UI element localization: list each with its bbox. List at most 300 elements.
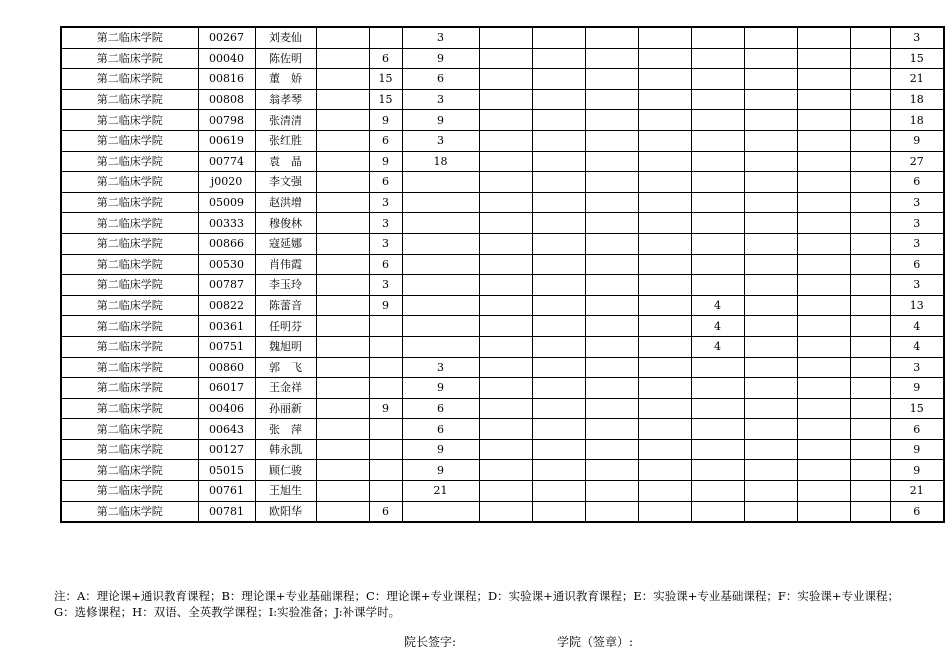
table-cell xyxy=(744,89,797,110)
table-cell xyxy=(532,336,585,357)
table-cell xyxy=(585,89,638,110)
table-cell: 第二临床学院 xyxy=(61,254,198,275)
table-cell: 9 xyxy=(402,439,479,460)
table-cell: 00127 xyxy=(198,439,255,460)
table-cell xyxy=(744,233,797,254)
table-cell xyxy=(850,69,890,90)
table-cell xyxy=(316,151,369,172)
table-cell xyxy=(744,172,797,193)
table-cell: 05009 xyxy=(198,192,255,213)
table-cell: 00781 xyxy=(198,501,255,522)
table-cell xyxy=(638,233,691,254)
table-cell xyxy=(797,419,850,440)
table-cell xyxy=(850,192,890,213)
table-row xyxy=(61,172,944,193)
table-cell xyxy=(479,172,532,193)
table-cell: 21 xyxy=(402,481,479,502)
table-cell xyxy=(585,501,638,522)
table-cell xyxy=(744,481,797,502)
table-cell xyxy=(797,254,850,275)
table-cell xyxy=(691,69,744,90)
table-cell xyxy=(691,378,744,399)
table-cell: 第二临床学院 xyxy=(61,151,198,172)
table-cell: 00822 xyxy=(198,295,255,316)
table-cell xyxy=(479,213,532,234)
table-cell xyxy=(850,398,890,419)
table-cell: 3 xyxy=(890,233,944,254)
table-cell xyxy=(691,419,744,440)
table-cell xyxy=(585,48,638,69)
table-cell: 3 xyxy=(369,213,402,234)
table-cell xyxy=(691,48,744,69)
table-cell xyxy=(691,233,744,254)
table-row xyxy=(61,316,944,337)
table-cell: 00406 xyxy=(198,398,255,419)
table-cell: 3 xyxy=(369,233,402,254)
table-cell xyxy=(691,439,744,460)
table-cell: 9 xyxy=(369,110,402,131)
table-cell xyxy=(316,439,369,460)
table-cell xyxy=(316,275,369,296)
table-cell xyxy=(532,275,585,296)
table-cell: 顾仁骏 xyxy=(255,460,316,481)
table-cell xyxy=(638,192,691,213)
table-cell: 6 xyxy=(890,501,944,522)
table-cell xyxy=(585,439,638,460)
table-cell xyxy=(691,130,744,151)
table-body xyxy=(61,27,944,522)
table-cell: 第二临床学院 xyxy=(61,27,198,48)
table-cell xyxy=(797,110,850,131)
table-cell xyxy=(797,275,850,296)
table-cell xyxy=(850,27,890,48)
table-cell: 05015 xyxy=(198,460,255,481)
table-cell xyxy=(797,151,850,172)
table-cell xyxy=(638,275,691,296)
table-cell: 3 xyxy=(890,192,944,213)
table-cell: 00333 xyxy=(198,213,255,234)
table-cell xyxy=(744,501,797,522)
table-cell xyxy=(402,295,479,316)
table-cell: 9 xyxy=(402,110,479,131)
table-cell xyxy=(479,233,532,254)
table-cell: 3 xyxy=(402,357,479,378)
table-cell xyxy=(585,275,638,296)
table-cell: 00860 xyxy=(198,357,255,378)
table-cell: 第二临床学院 xyxy=(61,378,198,399)
table-cell xyxy=(691,213,744,234)
table-cell xyxy=(744,419,797,440)
table-row xyxy=(61,254,944,275)
table-cell xyxy=(316,357,369,378)
table-cell xyxy=(585,254,638,275)
table-cell xyxy=(532,501,585,522)
table-cell xyxy=(638,151,691,172)
dean-signature-label: 院长签字: xyxy=(404,635,457,649)
table-cell xyxy=(532,69,585,90)
table-cell: 任明芬 xyxy=(255,316,316,337)
table-cell xyxy=(402,275,479,296)
table-cell: 00643 xyxy=(198,419,255,440)
table-cell xyxy=(691,481,744,502)
table-cell xyxy=(532,419,585,440)
table-cell: 9 xyxy=(369,151,402,172)
table-cell xyxy=(638,419,691,440)
table-cell: 第二临床学院 xyxy=(61,316,198,337)
table-cell: 王旭生 xyxy=(255,481,316,502)
table-cell xyxy=(638,48,691,69)
table-cell xyxy=(479,419,532,440)
table-cell xyxy=(744,316,797,337)
table-cell xyxy=(316,69,369,90)
table-cell xyxy=(850,357,890,378)
table-cell: 第二临床学院 xyxy=(61,110,198,131)
table-cell: 李玉玲 xyxy=(255,275,316,296)
table-cell xyxy=(479,501,532,522)
table-cell xyxy=(797,172,850,193)
table-cell xyxy=(797,357,850,378)
table-cell: 张红胜 xyxy=(255,130,316,151)
table-cell xyxy=(402,336,479,357)
table-cell xyxy=(691,398,744,419)
table-cell: j0020 xyxy=(198,172,255,193)
table-cell xyxy=(402,233,479,254)
table-cell xyxy=(316,130,369,151)
table-cell xyxy=(316,48,369,69)
table-row xyxy=(61,27,944,48)
table-cell xyxy=(638,398,691,419)
table-cell xyxy=(797,398,850,419)
table-cell xyxy=(585,130,638,151)
table-cell xyxy=(797,481,850,502)
table-cell xyxy=(369,378,402,399)
table-cell: 4 xyxy=(890,316,944,337)
table-cell xyxy=(691,192,744,213)
table-cell xyxy=(797,378,850,399)
table-cell xyxy=(744,213,797,234)
table-cell: 9 xyxy=(402,460,479,481)
table-cell: 4 xyxy=(691,316,744,337)
college-seal-label: 学院（签章）: xyxy=(557,635,634,649)
table-cell xyxy=(585,233,638,254)
table-row xyxy=(61,295,944,316)
table-cell xyxy=(585,336,638,357)
table-cell xyxy=(850,419,890,440)
table-cell: 魏旭明 xyxy=(255,336,316,357)
table-cell xyxy=(316,110,369,131)
table-cell: 21 xyxy=(890,69,944,90)
table-cell: 15 xyxy=(890,48,944,69)
table-cell: 6 xyxy=(402,398,479,419)
table-cell xyxy=(638,481,691,502)
table-cell xyxy=(316,336,369,357)
table-cell xyxy=(402,316,479,337)
table-cell xyxy=(850,336,890,357)
table-cell: 刘麦仙 xyxy=(255,27,316,48)
table-cell xyxy=(316,172,369,193)
table-cell xyxy=(479,110,532,131)
table-cell: 6 xyxy=(890,419,944,440)
table-cell: 韩永凯 xyxy=(255,439,316,460)
table-cell xyxy=(316,378,369,399)
table-cell xyxy=(850,295,890,316)
table-cell xyxy=(585,419,638,440)
table-cell xyxy=(585,295,638,316)
table-row xyxy=(61,357,944,378)
table-cell xyxy=(316,233,369,254)
table-cell xyxy=(369,460,402,481)
table-cell: 00619 xyxy=(198,130,255,151)
table-cell xyxy=(316,398,369,419)
table-cell: 袁 晶 xyxy=(255,151,316,172)
table-cell xyxy=(532,233,585,254)
table-cell: 00866 xyxy=(198,233,255,254)
table-cell: 第二临床学院 xyxy=(61,481,198,502)
table-cell: 00530 xyxy=(198,254,255,275)
table-cell xyxy=(850,130,890,151)
table-cell xyxy=(850,254,890,275)
table-cell: 6 xyxy=(402,69,479,90)
table-cell: 王金祥 xyxy=(255,378,316,399)
table-cell xyxy=(797,336,850,357)
table-cell xyxy=(479,316,532,337)
table-cell xyxy=(316,192,369,213)
table-cell xyxy=(638,501,691,522)
table-cell xyxy=(532,398,585,419)
table-cell xyxy=(402,192,479,213)
table-cell xyxy=(479,48,532,69)
table-cell xyxy=(850,172,890,193)
table-cell xyxy=(744,336,797,357)
table-cell: 3 xyxy=(890,275,944,296)
table-cell xyxy=(744,110,797,131)
table-cell xyxy=(744,275,797,296)
table-cell: 3 xyxy=(890,213,944,234)
table-cell xyxy=(691,110,744,131)
table-cell xyxy=(532,378,585,399)
table-cell xyxy=(744,460,797,481)
table-cell xyxy=(369,357,402,378)
table-cell: 00816 xyxy=(198,69,255,90)
table-cell xyxy=(532,192,585,213)
table-cell xyxy=(850,378,890,399)
table-cell xyxy=(316,27,369,48)
table-cell xyxy=(585,110,638,131)
table-cell: 18 xyxy=(402,151,479,172)
table-cell: 9 xyxy=(402,378,479,399)
table-row xyxy=(61,275,944,296)
table-row xyxy=(61,89,944,110)
table-cell xyxy=(532,27,585,48)
table-cell xyxy=(532,481,585,502)
table-cell xyxy=(797,192,850,213)
table-cell xyxy=(479,275,532,296)
table-cell: 00040 xyxy=(198,48,255,69)
table-cell xyxy=(691,172,744,193)
table-cell xyxy=(691,357,744,378)
table-cell xyxy=(744,295,797,316)
table-cell xyxy=(744,439,797,460)
table-cell xyxy=(585,378,638,399)
table-cell xyxy=(797,460,850,481)
table-cell xyxy=(744,151,797,172)
table-cell xyxy=(532,295,585,316)
table-cell: 6 xyxy=(369,254,402,275)
table-cell xyxy=(402,213,479,234)
table-cell: 第二临床学院 xyxy=(61,439,198,460)
table-row xyxy=(61,192,944,213)
table-cell xyxy=(850,501,890,522)
table-cell: 李文强 xyxy=(255,172,316,193)
table-cell xyxy=(479,439,532,460)
table-row xyxy=(61,110,944,131)
table-cell: 6 xyxy=(369,172,402,193)
table-cell xyxy=(850,460,890,481)
table-cell: 张 萍 xyxy=(255,419,316,440)
table-cell xyxy=(638,357,691,378)
table-cell xyxy=(691,254,744,275)
table-cell xyxy=(691,89,744,110)
table-cell xyxy=(532,460,585,481)
table-cell: 第二临床学院 xyxy=(61,398,198,419)
table-cell xyxy=(691,27,744,48)
table-cell xyxy=(369,336,402,357)
table-cell xyxy=(797,501,850,522)
table-cell: 15 xyxy=(369,69,402,90)
table-cell xyxy=(797,213,850,234)
table-cell: 第二临床学院 xyxy=(61,501,198,522)
table-cell xyxy=(744,254,797,275)
table-cell: 陈蕾音 xyxy=(255,295,316,316)
table-cell: 第二临床学院 xyxy=(61,172,198,193)
table-cell: 张清清 xyxy=(255,110,316,131)
table-cell: 第二临床学院 xyxy=(61,233,198,254)
table-cell xyxy=(638,254,691,275)
table-cell xyxy=(850,439,890,460)
table-cell: 第二临床学院 xyxy=(61,130,198,151)
table-cell: 第二临床学院 xyxy=(61,69,198,90)
table-cell xyxy=(532,130,585,151)
table-cell xyxy=(744,192,797,213)
table-cell xyxy=(316,460,369,481)
table-cell: 3 xyxy=(402,27,479,48)
table-row xyxy=(61,69,944,90)
table-row xyxy=(61,439,944,460)
table-cell xyxy=(479,254,532,275)
table-cell xyxy=(316,89,369,110)
table-cell: 00798 xyxy=(198,110,255,131)
table-cell xyxy=(532,48,585,69)
table-row xyxy=(61,130,944,151)
table-cell xyxy=(585,481,638,502)
table-cell: 穆俊林 xyxy=(255,213,316,234)
table-cell xyxy=(479,192,532,213)
table-cell: 00787 xyxy=(198,275,255,296)
table-cell: 3 xyxy=(402,89,479,110)
table-cell: 6 xyxy=(890,172,944,193)
table-cell xyxy=(797,233,850,254)
table-cell xyxy=(850,233,890,254)
table-row xyxy=(61,378,944,399)
table-cell xyxy=(479,481,532,502)
table-cell: 00361 xyxy=(198,316,255,337)
table-cell: 18 xyxy=(890,89,944,110)
table-cell xyxy=(797,316,850,337)
table-cell xyxy=(585,460,638,481)
table-cell xyxy=(638,213,691,234)
table-cell: 00751 xyxy=(198,336,255,357)
table-cell: 00761 xyxy=(198,481,255,502)
table-cell xyxy=(585,213,638,234)
table-cell xyxy=(369,419,402,440)
table-cell xyxy=(479,69,532,90)
table-cell xyxy=(479,357,532,378)
table-cell xyxy=(638,378,691,399)
table-row xyxy=(61,501,944,522)
table-cell: 06017 xyxy=(198,378,255,399)
table-cell xyxy=(638,89,691,110)
table-cell xyxy=(479,398,532,419)
table-cell: 第二临床学院 xyxy=(61,357,198,378)
table-cell: 第二临床学院 xyxy=(61,460,198,481)
table-cell: 6 xyxy=(402,419,479,440)
table-cell: 6 xyxy=(369,501,402,522)
table-cell xyxy=(585,316,638,337)
table-cell xyxy=(532,151,585,172)
table-cell xyxy=(638,69,691,90)
table-cell xyxy=(744,27,797,48)
table-cell xyxy=(638,460,691,481)
table-cell: 4 xyxy=(691,336,744,357)
table-cell xyxy=(850,110,890,131)
table-cell: 9 xyxy=(890,460,944,481)
table-cell: 6 xyxy=(890,254,944,275)
table-cell xyxy=(691,460,744,481)
table-cell xyxy=(797,89,850,110)
table-cell xyxy=(585,192,638,213)
table-cell: 赵洪增 xyxy=(255,192,316,213)
table-cell xyxy=(316,501,369,522)
table-cell: 郭 飞 xyxy=(255,357,316,378)
table-cell xyxy=(316,213,369,234)
table-cell xyxy=(316,295,369,316)
table-cell xyxy=(532,172,585,193)
table-cell: 翁孝琴 xyxy=(255,89,316,110)
table-cell: 寇延娜 xyxy=(255,233,316,254)
table-cell xyxy=(479,460,532,481)
table-cell: 9 xyxy=(890,439,944,460)
table-cell: 00808 xyxy=(198,89,255,110)
table-cell xyxy=(638,110,691,131)
table-cell xyxy=(316,316,369,337)
table-cell: 第二临床学院 xyxy=(61,89,198,110)
table-cell xyxy=(850,213,890,234)
table-cell xyxy=(369,439,402,460)
table-cell xyxy=(850,151,890,172)
table-cell: 15 xyxy=(890,398,944,419)
table-cell: 4 xyxy=(890,336,944,357)
table-cell: 6 xyxy=(369,130,402,151)
table-cell: 9 xyxy=(369,295,402,316)
table-cell: 9 xyxy=(402,48,479,69)
table-cell: 00267 xyxy=(198,27,255,48)
table-cell xyxy=(479,378,532,399)
table-cell xyxy=(532,254,585,275)
table-cell xyxy=(850,89,890,110)
table-cell xyxy=(532,439,585,460)
table-cell xyxy=(850,275,890,296)
table-cell: 27 xyxy=(890,151,944,172)
